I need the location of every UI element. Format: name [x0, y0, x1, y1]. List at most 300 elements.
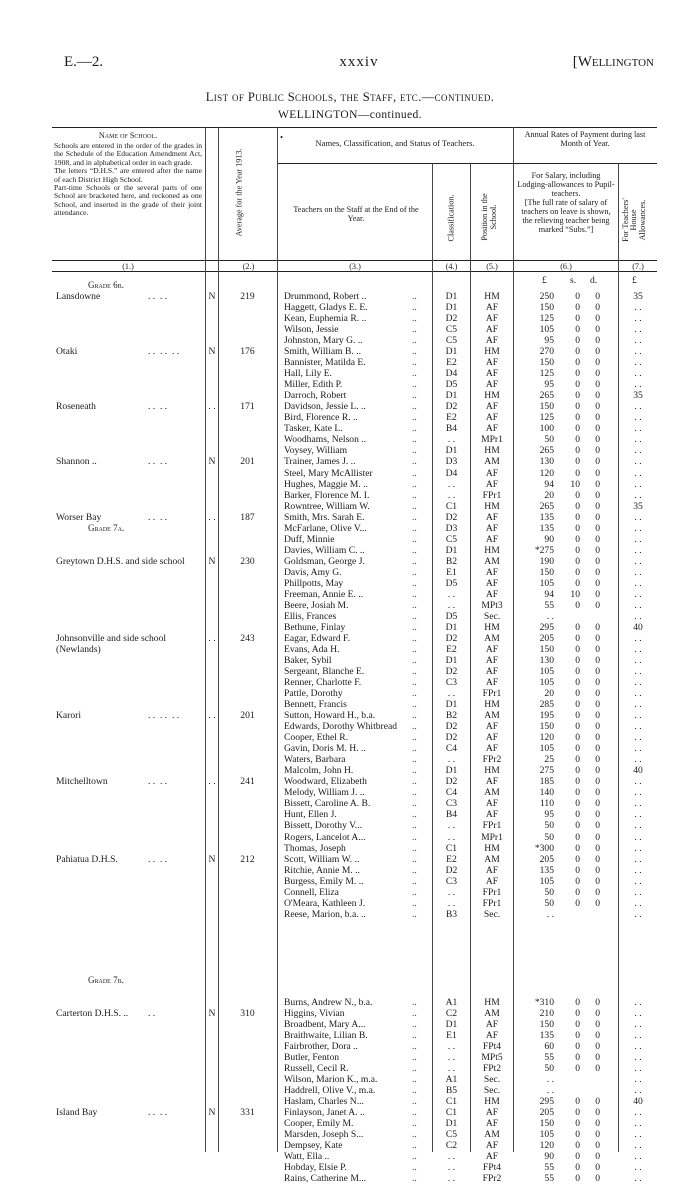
- school-name: Lansdowne: [56, 291, 101, 302]
- house-allowance: . .: [634, 533, 642, 545]
- avg-col-heading: Average for the Year 1913.: [234, 148, 244, 237]
- name-leader-dots: ..: [412, 1030, 417, 1042]
- teacher-position: AF: [485, 313, 499, 325]
- teacher-classification: . .: [447, 599, 456, 611]
- house-allowance: . .: [634, 478, 642, 490]
- house-allowance: . .: [634, 445, 642, 457]
- salary-shillings: 0: [575, 324, 580, 336]
- house-allowance: . .: [634, 467, 642, 479]
- teacher-name: Kean, Euphemia R. ..: [284, 313, 367, 325]
- house-allowance: . .: [634, 1129, 642, 1141]
- house-allowance: . .: [634, 1107, 642, 1119]
- name-leader-dots: ..: [412, 655, 417, 667]
- school-col-note: Schools are entered in the order of the grades in the Schedule of the Education Amendment Act, 1908, and in alphabetical order in each grade. The letters “D.H.S.” are entered after the name of each District High School. Part-time Schools or the several parts of one School are bracketed here, and reckoned as one School, and inserted in the grade of their joint attendance.: [54, 141, 202, 218]
- teacher-name: Goldsman, George J.: [284, 555, 365, 567]
- salary-pounds: 285: [539, 699, 554, 711]
- house-allowance: . .: [634, 1019, 642, 1030]
- salary-pounds: *275: [534, 544, 554, 556]
- teacher-classification: D1: [445, 302, 458, 314]
- name-leader-dots: ..: [412, 456, 417, 468]
- salary-pence: 0: [595, 1096, 600, 1108]
- salary-pounds: 150: [539, 1118, 554, 1130]
- salary-pounds: 205: [539, 853, 554, 865]
- teacher-classification: D2: [445, 666, 458, 678]
- salary-pence: 0: [595, 1129, 600, 1141]
- salary-pence: 0: [595, 1052, 600, 1064]
- teacher-position: AF: [485, 732, 499, 744]
- teacher-position: MPt3: [481, 599, 503, 611]
- teacher-name: Freeman, Annie E. ..: [284, 588, 364, 600]
- table-row: [52, 368, 657, 379]
- teacher-name: Pattle, Dorothy: [284, 688, 343, 700]
- salary-pounds: 95: [544, 335, 554, 347]
- teacher-position: AF: [485, 1118, 499, 1130]
- house-allowance: . .: [634, 434, 642, 446]
- name-leader-dots: ..: [412, 864, 417, 876]
- table-row: [52, 1129, 657, 1140]
- teacher-classification: . .: [447, 1173, 456, 1185]
- names-heading-text: Names, Classification, and Status of Teachers.: [315, 138, 475, 148]
- table-row: [52, 291, 657, 302]
- house-allowance: . .: [634, 302, 642, 314]
- table-row: [52, 1173, 657, 1184]
- salary-pounds: 20: [544, 688, 554, 700]
- table-row: [52, 1041, 657, 1052]
- teacher-name: Drummond, Robert ..: [284, 291, 367, 303]
- salary-pounds: 140: [539, 787, 554, 799]
- teacher-classification: D2: [445, 313, 458, 325]
- salary-shillings: 10: [570, 478, 580, 490]
- salary-shillings: 0: [575, 390, 580, 402]
- col-number-2: (2.): [242, 262, 255, 271]
- table-row: [52, 600, 657, 611]
- school-leader-dots: . . . .: [148, 776, 168, 788]
- name-leader-dots: ..: [412, 412, 417, 424]
- house-allowance: . .: [634, 853, 642, 865]
- salary-pence: 0: [595, 445, 600, 457]
- name-leader-dots: ..: [412, 677, 417, 689]
- salary-pence: 0: [595, 897, 600, 909]
- house-allowance: . .: [634, 831, 642, 843]
- salary-pence: 0: [595, 688, 600, 700]
- salary-pounds: 50: [544, 1063, 554, 1075]
- teacher-classification: E1: [446, 1030, 457, 1042]
- table-row: [52, 865, 657, 876]
- school-name: Otaki: [56, 346, 78, 358]
- teacher-classification: A1: [445, 1074, 458, 1086]
- school-average: 230: [240, 555, 255, 567]
- name-leader-dots: ..: [412, 621, 417, 633]
- teacher-name: Miller, Edith P.: [284, 379, 343, 391]
- teacher-classification: B3: [445, 908, 458, 920]
- teacher-classification: D2: [445, 632, 458, 644]
- table-row: [52, 832, 657, 843]
- salary-shillings: 0: [575, 445, 580, 457]
- teacher-classification: D1: [445, 699, 458, 711]
- salary-shillings: 0: [575, 335, 580, 347]
- teacher-classification: D2: [445, 721, 458, 733]
- salary-pounds: 150: [539, 643, 554, 655]
- school-name: Shannon ..: [56, 456, 97, 468]
- name-leader-dots: ..: [412, 831, 417, 843]
- table-row: [52, 1019, 657, 1030]
- school-flag: . .: [208, 710, 216, 722]
- name-leader-dots: ..: [412, 688, 417, 700]
- salary-pence: 0: [595, 379, 600, 391]
- salary-shillings: 0: [575, 346, 580, 358]
- teacher-position: FPr1: [482, 897, 502, 909]
- teacher-name: Melody, William J. ..: [284, 787, 365, 799]
- salary-pounds: 135: [539, 522, 554, 534]
- teacher-name: Johnston, Mary G. ..: [284, 335, 363, 347]
- salary-pounds: 105: [539, 743, 554, 755]
- school-leader-dots: . . . . . .: [148, 346, 180, 358]
- salary-shillings: 0: [575, 467, 580, 479]
- school-average: 176: [240, 346, 255, 358]
- salary-pounds: 150: [539, 721, 554, 733]
- salary-pounds: 295: [539, 1096, 554, 1108]
- house-allowance: 40: [633, 1096, 643, 1108]
- teacher-classification: D2: [445, 401, 458, 413]
- teacher-position: FPt2: [482, 1063, 502, 1075]
- teacher-position: FPr1: [482, 688, 502, 700]
- table-row: [52, 622, 657, 633]
- salary-shillings: 0: [575, 599, 580, 611]
- table-row: [52, 655, 657, 666]
- teacher-name: Hall, Lily E.: [284, 368, 332, 380]
- school-flag: N: [208, 346, 216, 358]
- salary-pence: 0: [595, 1019, 600, 1030]
- salary-pounds: . .: [546, 908, 554, 920]
- salary-pounds: 55: [544, 1173, 554, 1185]
- teacher-name: Davis, Amy G.: [284, 566, 342, 578]
- salary-pounds: 135: [539, 1030, 554, 1042]
- school-leader-dots: . . . .: [148, 401, 168, 413]
- salary-shillings: 0: [575, 401, 580, 413]
- house-allowance: . .: [634, 886, 642, 898]
- salary-pence: 0: [595, 1151, 600, 1163]
- table-row: [52, 1063, 657, 1074]
- salary-pence: 0: [595, 699, 600, 711]
- teacher-name: Haggett, Gladys E. E.: [284, 302, 368, 314]
- teacher-classification: E2: [446, 357, 457, 369]
- salary-shillings: 0: [575, 765, 580, 777]
- table-row: [52, 423, 657, 434]
- name-leader-dots: ..: [412, 434, 417, 446]
- table-row: [52, 721, 657, 732]
- house-allowance: . .: [634, 379, 642, 391]
- salary-pounds: *310: [534, 996, 554, 1008]
- salary-pence: 0: [595, 677, 600, 689]
- teacher-classification: E2: [446, 643, 457, 655]
- house-allowance: . .: [634, 599, 642, 611]
- salary-pence: 0: [595, 302, 600, 314]
- salary-pounds: 150: [539, 1019, 554, 1030]
- salary-pounds: 90: [544, 1151, 554, 1163]
- teacher-position: MPr1: [481, 434, 503, 446]
- salary-pounds: 95: [544, 379, 554, 391]
- salary-pence: 0: [595, 588, 600, 600]
- salary-shillings: 0: [575, 853, 580, 865]
- house-allowance: . .: [634, 1007, 642, 1019]
- teacher-position: AM: [484, 456, 500, 468]
- teacher-classification: . .: [447, 478, 456, 490]
- salary-pounds: 20: [544, 489, 554, 501]
- house-allowance: 35: [633, 390, 643, 402]
- salary-pence: 0: [595, 357, 600, 369]
- teacher-name: Waters, Barbara: [284, 754, 346, 766]
- teacher-name: Duff, Minnie: [284, 533, 335, 545]
- teacher-name: Evans, Ada H.: [284, 643, 340, 655]
- teacher-position: HM: [484, 390, 500, 402]
- teacher-name: Rains, Catherine M...: [284, 1173, 367, 1185]
- house-allowance: . .: [634, 544, 642, 556]
- house-allowance: . .: [634, 787, 642, 799]
- name-leader-dots: ..: [412, 853, 417, 865]
- salary-pence: 0: [595, 346, 600, 358]
- school-leader-dots: . .: [148, 1007, 156, 1019]
- teacher-classification: D1: [445, 445, 458, 457]
- table-row: [52, 390, 657, 401]
- school-leader-dots: . . . .: [148, 511, 168, 523]
- salary-shillings: 0: [575, 776, 580, 788]
- table-row: [52, 732, 657, 743]
- teacher-classification: D2: [445, 732, 458, 744]
- table-row: [52, 754, 657, 765]
- teacher-position: HM: [484, 699, 500, 711]
- teacher-name: Eagar, Edward F.: [284, 632, 350, 644]
- teacher-name: Bethune, Finlay: [284, 621, 346, 633]
- salary-pence: 0: [595, 423, 600, 435]
- name-leader-dots: ..: [412, 1096, 417, 1108]
- house-allowance: . .: [634, 897, 642, 909]
- teacher-classification: C5: [445, 1129, 458, 1141]
- name-leader-dots: ..: [412, 699, 417, 711]
- name-leader-dots: ..: [412, 886, 417, 898]
- teacher-classification: C2: [445, 1140, 458, 1152]
- table-row: [52, 644, 657, 655]
- teacher-position: AF: [485, 809, 499, 821]
- teacher-position: AF: [485, 566, 499, 578]
- salary-pence: 0: [595, 467, 600, 479]
- header-bottom-rule: [52, 271, 657, 272]
- teacher-name: Dempsey, Kate: [284, 1140, 343, 1152]
- teacher-position: AF: [485, 324, 499, 336]
- table-row: [52, 534, 657, 545]
- teacher-name: Marsden, Joseph S...: [284, 1129, 364, 1141]
- name-leader-dots: ..: [412, 445, 417, 457]
- teacher-name: Fairbrother, Dora ..: [284, 1041, 358, 1053]
- salary-pounds: 130: [539, 456, 554, 468]
- salary-shillings: 0: [575, 743, 580, 755]
- salary-shillings: 0: [575, 632, 580, 644]
- salary-pence: 0: [595, 743, 600, 755]
- salary-pence: 0: [595, 577, 600, 589]
- salary-shillings: 0: [575, 555, 580, 567]
- teacher-name: Hobday, Elsie P.: [284, 1162, 347, 1174]
- salary-pounds: 105: [539, 324, 554, 336]
- teacher-classification: C1: [445, 500, 458, 512]
- salary-pounds: 105: [539, 1129, 554, 1141]
- house-allowance: . .: [634, 588, 642, 600]
- name-leader-dots: ..: [412, 809, 417, 821]
- school-average: 331: [240, 1107, 255, 1119]
- teacher-classification: D2: [445, 864, 458, 876]
- col-number-5: (5.): [486, 262, 498, 271]
- teacher-classification: . .: [447, 588, 456, 600]
- salary-pence: 0: [595, 853, 600, 865]
- name-leader-dots: ..: [412, 313, 417, 325]
- page-subtitle: WELLINGTON—continued.: [278, 109, 422, 121]
- teacher-name: Scott, William W. ..: [284, 853, 360, 865]
- salary-pence: 0: [595, 864, 600, 876]
- house-allowance: . .: [634, 996, 642, 1008]
- teacher-position: AF: [485, 368, 499, 380]
- name-leader-dots: ..: [412, 302, 417, 314]
- house-allowance: . .: [634, 798, 642, 810]
- salary-pence: 0: [595, 434, 600, 446]
- salary-pence: 0: [595, 820, 600, 832]
- salary-shillings: 0: [575, 313, 580, 325]
- teacher-classification: A1: [445, 996, 458, 1008]
- salary-pence: 0: [595, 643, 600, 655]
- teacher-classification: D3: [445, 456, 458, 468]
- teacher-position: Sec.: [483, 908, 501, 920]
- house-allowance: . .: [634, 688, 642, 700]
- name-leader-dots: ..: [412, 357, 417, 369]
- salary-shillings: 0: [575, 1151, 580, 1163]
- teacher-classification: C4: [445, 743, 458, 755]
- house-allowance: . .: [634, 632, 642, 644]
- house-allowance: . .: [634, 522, 642, 534]
- salary-shillings: 0: [575, 710, 580, 722]
- teacher-classification: C5: [445, 335, 458, 347]
- name-leader-dots: ..: [412, 1118, 417, 1130]
- house-allowance: . .: [634, 776, 642, 788]
- salary-pence: 0: [595, 732, 600, 744]
- salary-pounds: 120: [539, 732, 554, 744]
- table-row: [52, 666, 657, 677]
- teacher-name: Sergeant, Blanche E.: [284, 666, 365, 678]
- house-allowance: . .: [634, 423, 642, 435]
- names-col-heading: [280, 132, 510, 148]
- teacher-name: Smith, William B. ..: [284, 346, 361, 358]
- teacher-name: Sutton, Howard H., b.a.: [284, 710, 376, 722]
- name-leader-dots: ..: [412, 1074, 417, 1086]
- house-allowance: . .: [634, 732, 642, 744]
- salary-pounds: 55: [544, 599, 554, 611]
- table-row: [52, 545, 657, 556]
- teacher-position: AF: [485, 721, 499, 733]
- house-allowance: 40: [633, 621, 643, 633]
- salary-shillings: 0: [575, 1140, 580, 1152]
- teacher-position: HM: [484, 544, 500, 556]
- salary-pounds: 50: [544, 434, 554, 446]
- salary-shillings: 0: [575, 423, 580, 435]
- currency-shillings: s.: [570, 275, 577, 286]
- name-leader-dots: ..: [412, 390, 417, 402]
- salary-pence: 0: [595, 831, 600, 843]
- table-row: [52, 997, 657, 1008]
- salary-shillings: 0: [575, 544, 580, 556]
- salary-shillings: 0: [575, 1052, 580, 1064]
- teacher-position: AF: [485, 511, 499, 523]
- salary-pence: 0: [595, 776, 600, 788]
- school-leader-dots: . . . .: [148, 291, 168, 302]
- salary-pounds: 275: [539, 765, 554, 777]
- teacher-position: AF: [485, 875, 499, 887]
- teacher-name: Wilson, Jessie: [284, 324, 339, 336]
- teacher-position: AF: [485, 522, 499, 534]
- salary-pounds: . .: [546, 1074, 554, 1086]
- column-numbers-rule: [52, 260, 657, 261]
- teacher-classification: D4: [445, 467, 458, 479]
- teacher-name: Davies, William C. ..: [284, 544, 365, 556]
- teacher-classification: C5: [445, 324, 458, 336]
- table-row: [52, 578, 657, 589]
- table-row: [52, 909, 657, 920]
- table-row: [52, 776, 657, 787]
- table-top-rule: [52, 127, 657, 128]
- salary-shillings: 0: [575, 489, 580, 501]
- name-leader-dots: ..: [412, 1052, 417, 1064]
- teacher-position: AF: [485, 643, 499, 655]
- salary-pounds: 94: [544, 478, 554, 490]
- school-average: 212: [240, 853, 255, 865]
- salary-pence: 0: [595, 1118, 600, 1130]
- house-allowance: . .: [634, 809, 642, 821]
- school-flag: N: [208, 853, 216, 865]
- teacher-name: Voysey, William: [284, 445, 348, 457]
- house-allowance: . .: [634, 412, 642, 424]
- salary-pence: 0: [595, 555, 600, 567]
- name-leader-dots: ..: [412, 765, 417, 777]
- teacher-position: AF: [485, 1151, 499, 1163]
- salary-pounds: 185: [539, 776, 554, 788]
- salary-pounds: 135: [539, 864, 554, 876]
- teacher-name: Burns, Andrew N., b.a.: [284, 996, 373, 1008]
- table-row: [52, 468, 657, 479]
- school-name: Pahiatua D.H.S.: [56, 853, 118, 865]
- salary-shillings: 0: [575, 566, 580, 578]
- house-allowance: . .: [634, 1052, 642, 1064]
- table-row: [52, 313, 657, 324]
- teacher-classification: E2: [446, 853, 457, 865]
- salary-pounds: 105: [539, 677, 554, 689]
- table-row: [52, 677, 657, 688]
- table-row: [52, 512, 657, 523]
- table-row: [52, 1151, 657, 1162]
- teacher-name: Malcolm, John H.: [284, 765, 354, 777]
- table-row: [52, 1140, 657, 1151]
- salary-shillings: 0: [575, 412, 580, 424]
- table-row: [52, 743, 657, 754]
- salary-shillings: 0: [575, 688, 580, 700]
- salary-pence: 0: [595, 1041, 600, 1053]
- name-leader-dots: ..: [412, 478, 417, 490]
- table-row: [52, 787, 657, 798]
- teacher-position: AF: [485, 533, 499, 545]
- teacher-classification: D1: [445, 1118, 458, 1130]
- house-allowance: . .: [634, 1085, 642, 1097]
- salary-pounds: . .: [546, 610, 554, 622]
- table-row: [52, 357, 657, 368]
- name-leader-dots: ..: [412, 522, 417, 534]
- house-allowance: . .: [634, 489, 642, 501]
- salary-pounds: 55: [544, 1052, 554, 1064]
- house-allowance: . .: [634, 313, 642, 325]
- teacher-position: HM: [484, 765, 500, 777]
